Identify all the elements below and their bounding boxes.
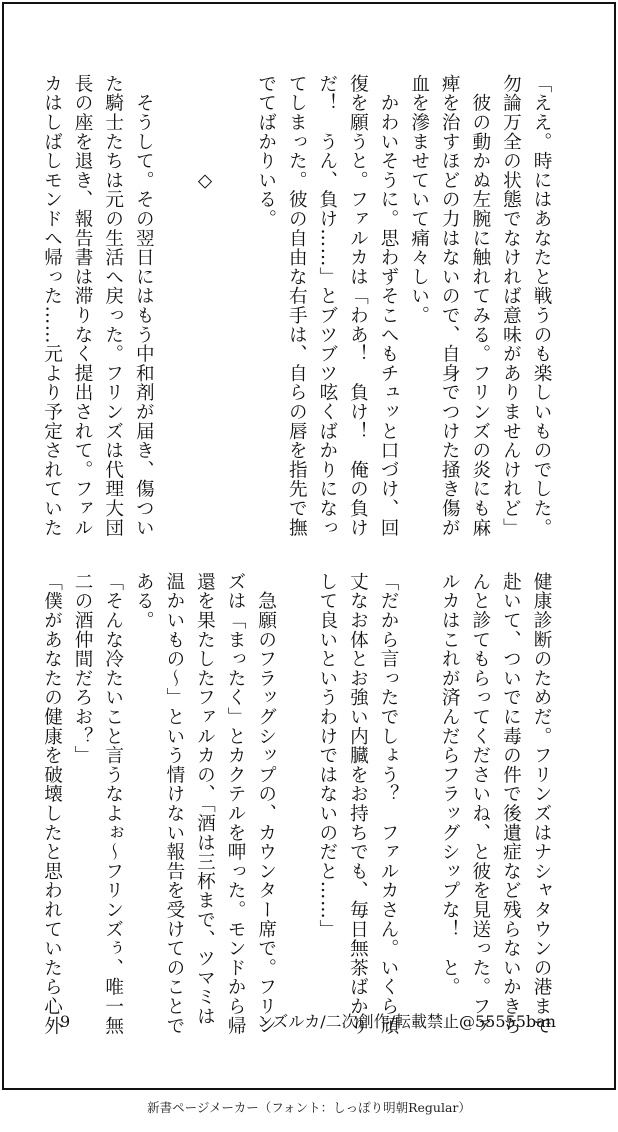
upper-text-block (36, 74, 556, 544)
blank-column (158, 74, 189, 544)
text-column: んと診てもらってくださいね、と彼を見送った。ファ (469, 572, 491, 1036)
text-column: 「ええ。時にはあなたと戦うのも楽しいものでした。 (531, 74, 552, 538)
text-column: 急願のフラッグシップの、カウンター席で。フリン (255, 572, 277, 1036)
text-column: 還を果たしたファルカの、「酒は三杯まで、ツマミは (194, 572, 216, 1026)
text-column: かわいそうに。思わずそこへもチュッと口づけ、回 (378, 74, 400, 538)
book-page (2, 2, 616, 1090)
text-column: して良いというわけではないのだと……」 (316, 572, 338, 939)
generator-caption: 新書ページメーカー（フォント：しっぽり明朝Regular） (147, 1100, 471, 1115)
text-column: 血を滲ませていて痛々しい。 (408, 74, 430, 325)
blank-column (281, 572, 312, 1012)
text-column: ルカはこれが済んだらフラッグシップな！ と。 (439, 572, 461, 997)
text-column: 赴いて、ついでに毒の件で後遺症など残らないかきち (500, 572, 522, 1036)
text-column: ズは「まったく」とカクテルを呷った。モンドから帰 (225, 572, 247, 1036)
text-column: だ！ うん、負け……」とブツブツ呟くばかりになっ (316, 74, 338, 538)
text-column: 勿論万全の状態でなければ意味がありませんけれど」 (500, 74, 522, 538)
text-column: 二の酒仲間だろお？」 (72, 572, 94, 765)
text-column: 健康診断のためだ。フリンズはナシャタウンの港まで (531, 572, 552, 1036)
text-column: 丈なお体とお強い内臓をお持ちでも、毎日無茶ばかり (347, 572, 369, 1036)
text-column: てしまった。彼の自由な右手は、自らの唇を指先で撫 (286, 74, 308, 538)
text-column: ある。 (133, 572, 155, 630)
text-column: でてばかりいる。 (255, 74, 277, 229)
text-column: 彼の動かぬ左腕に触れてみる。フリンズの炎にも麻 (469, 74, 491, 538)
text-column: 「だから言ったでしょう？ ファルカさん。いくら頑 (378, 572, 400, 1036)
text-column: 復を願うと。ファルカは「わあ！ 負け！ 俺の負け (347, 74, 369, 538)
text-column: 長の座を退き、報告書は滞りなく提出されて。ファル (72, 74, 94, 538)
text-column: 「そんな冷たいこと言うなよぉ～フリンズぅ、唯一無 (102, 572, 124, 1036)
scene-break-diamond: ◇ (194, 74, 216, 193)
blank-column (403, 572, 434, 1012)
text-column: 「僕があなたの健康を破壊したと思われていたら心外 (41, 572, 63, 1036)
page-number: 9 (60, 1012, 71, 1031)
text-column: そうして。その翌日にはもう中和剤が届き、傷つい (133, 74, 155, 538)
blank-column (219, 74, 250, 544)
text-column: た騎士たちは元の生活へ戻った。フリンズは代理大団 (102, 74, 124, 538)
text-column: 温かいもの～」という情けない報告を受けてのことで (163, 572, 185, 1036)
footer-credit: ンズルカ/二次創作/転載禁止@55555ban (256, 1012, 556, 1031)
text-column: 痺を治すほどの力はないので、自身でつけた掻き傷が (439, 74, 461, 538)
text-column: カはしばしモンドへ帰った……元より予定されていた (41, 74, 63, 538)
